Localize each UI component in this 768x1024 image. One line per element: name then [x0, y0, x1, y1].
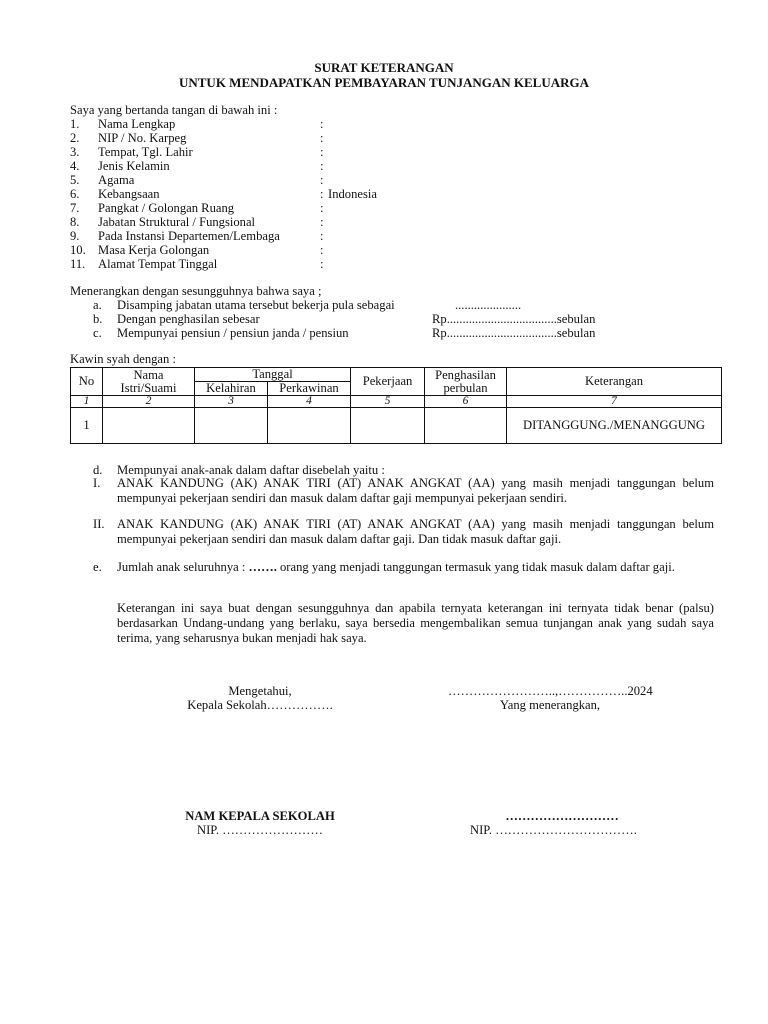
identity-number: 5.	[70, 173, 80, 187]
declaration-letter: c.	[93, 326, 102, 340]
declarant-role: Yang menerangkan,	[499, 698, 601, 712]
identity-row	[70, 145, 470, 159]
declaration-text: Disamping jabatan utama tersebut bekerja pula sebagai	[117, 298, 395, 312]
intro-text: Saya yang bertanda tangan di bawah ini :	[70, 103, 278, 117]
children-item-number: I.	[93, 476, 101, 490]
header-name: Nama Istri/Suami	[103, 368, 195, 396]
identity-label: Jabatan Struktural / Fungsional	[98, 215, 256, 229]
colon: :	[320, 215, 324, 229]
column-number: 6	[425, 396, 507, 408]
identity-label: Masa Kerja Golongan	[98, 243, 210, 257]
declarant-name: ………………………	[505, 809, 619, 823]
row-name	[103, 408, 195, 444]
declaration-intro: Menerangkan dengan sesungguhnya bahwa saya ;	[70, 284, 322, 298]
identity-label: Nama Lengkap	[98, 117, 176, 131]
declaration-letter: b.	[93, 312, 103, 326]
header-birth: Kelahiran	[195, 382, 268, 396]
column-number: 3	[195, 396, 268, 408]
identity-number: 11.	[70, 257, 86, 271]
identity-row	[70, 131, 470, 145]
identity-row	[70, 257, 470, 271]
principal-name: NAM KEPALA SEKOLAH	[185, 809, 335, 823]
identity-row	[70, 173, 470, 187]
header-remark: Keterangan	[507, 368, 722, 396]
column-number: 1	[71, 396, 103, 408]
identity-row	[70, 243, 470, 257]
row-income	[425, 408, 507, 444]
identity-number: 6.	[70, 187, 80, 201]
statement-paragraph: Keterangan ini saya buat dengan sesungguhnya dan apabila ternyata keterangan ini ternyata tidak benar (palsu) berdasarkan Undang-undang yang berlaku, saya bersedia mengembalikan semua tunjangan anak yang sudah saya terima, yang seharusnya bukan menjadi hak saya.	[117, 601, 714, 645]
row-no: 1	[71, 408, 103, 444]
header-date: Tanggal	[195, 368, 351, 382]
identity-number: 3.	[70, 145, 80, 159]
declaration-amount: Rp...................................sebulan	[432, 312, 596, 326]
children-item-text: ANAK KANDUNG (AK) ANAK TIRI (AT) ANAK ANGKAT (AA) yang masih menjadi tanggungan belum mempunyai pekerjaan sendiri dan masuk dalam daftar gaji. Dan tidak masuk daftar gaji.	[117, 517, 714, 546]
children-count-blank: …….	[248, 560, 277, 574]
identity-label: Tempat, Tgl. Lahir	[98, 145, 193, 159]
declaration-text: Dengan penghasilan sebesar	[117, 312, 260, 326]
identity-label: Jenis Kelamin	[98, 159, 170, 173]
children-item-number: II.	[93, 517, 105, 531]
children-count-text	[117, 560, 714, 575]
colon: :	[320, 243, 324, 257]
declaration-text: Mempunyai pensiun / pensiun janda / pensiun	[117, 326, 349, 340]
colon: :	[320, 201, 324, 215]
declarant-nip: NIP. …………………………….	[470, 823, 637, 837]
header-job: Pekerjaan	[351, 368, 425, 396]
marriage-table	[70, 367, 722, 444]
children-count-label: Jumlah anak seluruhnya :	[117, 560, 249, 574]
column-number: 7	[507, 396, 722, 408]
declaration-amount: Rp...................................sebulan	[432, 326, 596, 340]
identity-row	[70, 187, 470, 201]
identity-row	[70, 229, 470, 243]
identity-number: 4.	[70, 159, 80, 173]
children-intro: Mempunyai anak-anak dalam daftar disebelah yaitu :	[117, 463, 385, 477]
identity-label: Agama	[98, 173, 135, 187]
children-item-text: ANAK KANDUNG (AK) ANAK TIRI (AT) ANAK ANGKAT (AA) yang masih menjadi tanggungan belum mempunyai pekerjaan sendiri dan masuk dalam daftar gaji mempunyai pekerjaan sendiri.	[117, 476, 714, 505]
colon: :	[320, 131, 324, 145]
header-no: No	[71, 368, 103, 396]
identity-number: 2.	[70, 131, 80, 145]
colon: :	[320, 159, 324, 173]
identity-number: 1.	[70, 117, 80, 131]
row-job	[351, 408, 425, 444]
header-wedding: Perkawinan	[268, 382, 351, 396]
identity-number: 7.	[70, 201, 80, 215]
principal-role: Kepala Sekolah…………….	[187, 698, 333, 712]
column-number: 4	[268, 396, 351, 408]
place-date-field: ……………………..,……………..2024	[448, 684, 653, 698]
identity-row	[70, 117, 470, 131]
identity-label: Pada Instansi Departemen/Lembaga	[98, 229, 280, 243]
identity-value: Indonesia	[328, 187, 377, 201]
row-birth	[195, 408, 268, 444]
identity-row	[70, 159, 470, 173]
identity-label: NIP / No. Karpeg	[98, 131, 187, 145]
document-subtitle: UNTUK MENDAPATKAN PEMBAYARAN TUNJANGAN KELUARGA	[178, 75, 589, 90]
identity-row	[70, 201, 470, 215]
colon: :	[320, 117, 324, 131]
colon: :	[320, 229, 324, 243]
identity-number: 9.	[70, 229, 80, 243]
identity-number: 8.	[70, 215, 80, 229]
children-count-suffix: orang yang menjadi tanggungan termasuk yang tidak masuk dalam daftar gaji.	[276, 560, 675, 574]
identity-number: 10.	[70, 243, 86, 257]
column-number: 5	[351, 396, 425, 408]
document-title: SURAT KETERANGAN	[314, 60, 454, 75]
identity-row	[70, 215, 470, 229]
principal-nip: NIP. ……………………	[197, 823, 323, 837]
row-wedding	[268, 408, 351, 444]
identity-label: Kebangsaan	[98, 187, 160, 201]
header-income: Penghasilan perbulan	[425, 368, 507, 396]
declaration-blank: .....................	[455, 298, 522, 312]
colon: :	[320, 145, 324, 159]
identity-label: Pangkat / Golongan Ruang	[98, 201, 235, 215]
marriage-label: Kawin syah dengan :	[70, 352, 176, 366]
acknowledged-label: Mengetahui,	[228, 684, 292, 698]
colon: :	[320, 173, 324, 187]
column-number: 2	[103, 396, 195, 408]
row-remark: DITANGGUNG./MENANGGUNG	[507, 408, 722, 444]
declaration-letter: a.	[93, 298, 102, 312]
children-count-letter: e.	[93, 560, 102, 574]
colon: :	[320, 257, 324, 271]
children-letter: d.	[93, 463, 103, 477]
identity-label: Alamat Tempat Tinggal	[98, 257, 218, 271]
colon: :	[320, 187, 324, 201]
